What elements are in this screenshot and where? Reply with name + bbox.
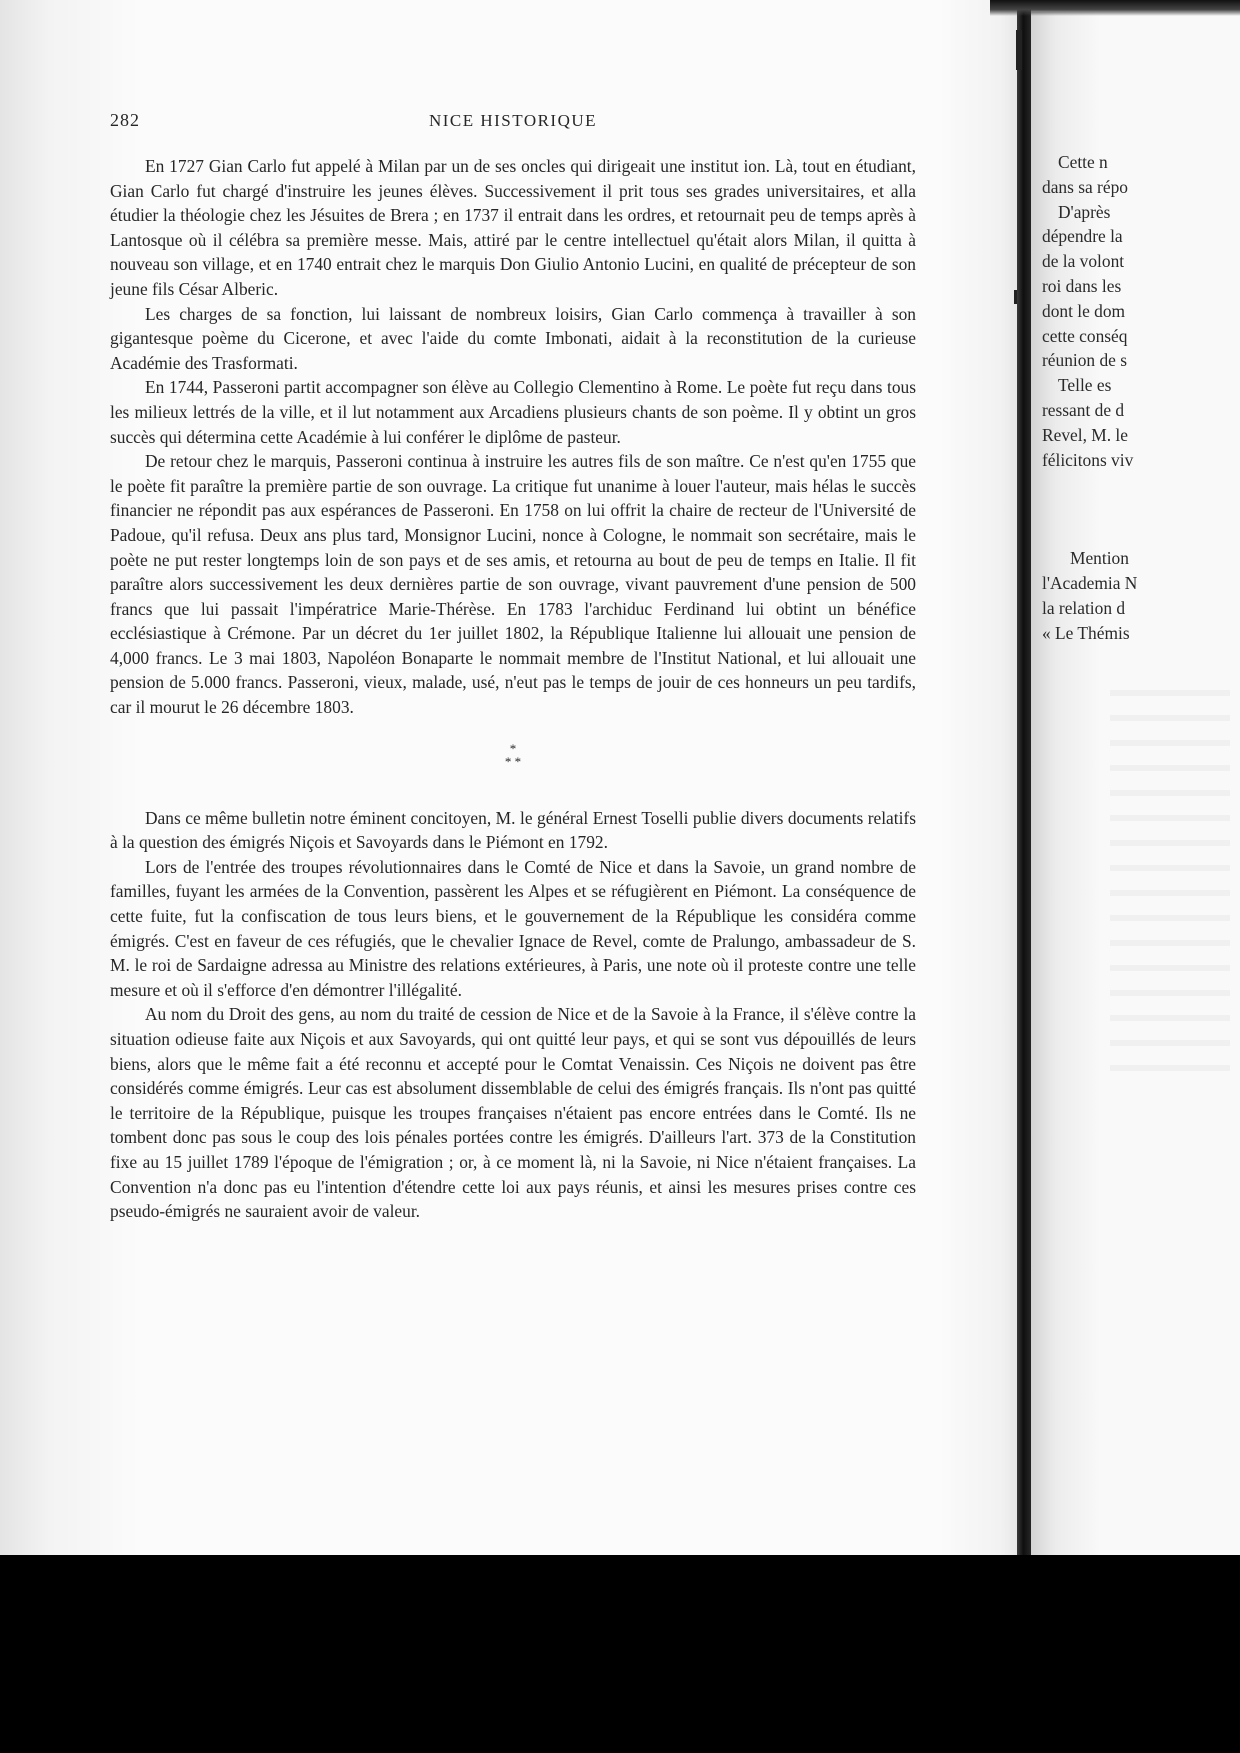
facing-line: la relation d xyxy=(1042,597,1126,618)
book-gutter xyxy=(1017,0,1031,1555)
asterism-top: * xyxy=(509,740,517,756)
running-head xyxy=(110,110,916,140)
facing-page-shadow xyxy=(990,0,1240,16)
facing-line: cette conséq xyxy=(1042,325,1128,346)
facing-line: Cette n xyxy=(1058,152,1108,172)
facing-line: « Le Thémis xyxy=(1042,622,1130,643)
section-separator-asterism xyxy=(110,742,916,768)
facing-page-text xyxy=(1042,150,1240,646)
paragraph: En 1744, Passeroni partit accompagner son élève au Collegio Clementino à Rome. Le poète fut reçu dans tous les milieux lettrés de la ville, et il lut notamment aux Arcadiens plusieurs chants de son poème. Il y obtint un gros succès qui détermina cette Académie à lui conférer le diplôme de pasteur. xyxy=(110,377,916,447)
facing-line: l'Academia N xyxy=(1042,573,1138,594)
paragraph: Lors de l'entrée des troupes révolutionnaires dans le Comté de Nice et dans la Savoie, un grand nombre de familles, fuyant les armées de la Convention, passèrent les Alpes et se réfugièrent en Piémont. La conséquence de cette fuite, fut la confiscation de tous leurs biens, et le gouvernement de la République les considéra comme émigrés. C'est en faveur de ces réfugiés, que le chevalier Ignace de Revel, comte de Pralungo, ambassadeur de S. M. le roi de Sardaigne adressa au Ministre des relations extérieures, à Paris, une note où il proteste contre une telle mesure et où il s'efforce d'en démontrer l'illégalité. xyxy=(110,856,916,1000)
asterism-bottom: * * xyxy=(504,753,522,769)
facing-line: de la volont xyxy=(1042,251,1125,272)
paragraph: Dans ce même bulletin notre éminent concitoyen, M. le général Ernest Toselli publie divers documents relatifs à la question des émigrés Niçois et Savoyards dans le Piémont en 1792. xyxy=(110,807,916,853)
facing-line: D'après xyxy=(1058,201,1111,222)
paragraph: Au nom du Droit des gens, au nom du traité de cession de Nice et de la Savoie à la France, il s'élève contre la situation odieuse faite aux Niçois et aux Savoyards, qui ont quitté leur pays, et qui se sont vus dépouillés de leurs biens, alors que le même fait a été reconnu et accepté pour le Comtat Venaissin. Ces Niçois ne doivent pas être considérés comme émigrés. Leur cas est absolument dissemblable de celui des émigrés français. Ils n'ont pas quitté le territoire de la République, puisque les troupes françaises n'étaient pas encore entrées dans le Comté. Ils ne tombent donc pas sous le coup des lois pénales portées contre les émigrés. D'ailleurs l'art. 373 de la Constitution fixe au 15 juillet 1789 l'époque de l'émigration ; or, à ce moment là, ni la Savoie, ni Nice n'étaient françaises. La Convention n'a donc pas eu l'intention d'étendre cette loi aux pays réunis, et ainsi les mesures prises contre ces pseudo-émigrés ne sauraient avoir de valeur. xyxy=(110,1004,916,1222)
facing-line: réunion de s xyxy=(1042,350,1128,371)
gutter-mark xyxy=(1016,30,1022,70)
facing-line: dépendre la xyxy=(1042,226,1123,247)
facing-line: ressant de d xyxy=(1042,399,1125,420)
paragraph: De retour chez le marquis, Passeroni continua à instruire les autres fils de son maître. Ce n'est qu'en 1755 que le poète fit paraître la première partie de son ouvrage. La critique fut unanime à louer l'auteur, mais hélas le succès financier ne répondit pas aux espérances de Passeroni. En 1758 on lui offrit la chaire de recteur de l'Université de Padoue, qu'il refusa. Deux ans plus tard, Monsignor Lucini, nonce à Cologne, le nommait son secrétaire, mais le poète ne put rester longtemps loin de son pays et de ses amis, et retourna au bout de peu de temps en Italie. Il fit paraître alors successivement les deux dernières partie de son ouvrage, vivant pauvrement d'une pension de 500 francs que lui passait l'impératrice Marie-Thérèse. En 1783 l'archiduc Ferdinand lui obtint un bénéfice ecclésiastique à Crémone. Par un décret du 1er juillet 1802, la République Italienne lui allouait une pension de 4,000 francs. Le 3 mai 1803, Napoléon Bonaparte le nommait membre de l'Institut National, et lui allouait une pension de 5.000 francs. Passeroni, vieux, malade, usé, n'eut pas le temps de jouir de ces honneurs un peu tardifs, car il mourut le 26 décembre 1803. xyxy=(110,451,916,718)
facing-line: dont le dom xyxy=(1042,300,1126,321)
facing-line: dans sa répo xyxy=(1042,176,1128,197)
page-number: 282 xyxy=(110,110,140,130)
facing-line: Telle es xyxy=(1058,375,1112,396)
facing-line: félicitons viv xyxy=(1042,449,1134,470)
facing-line: Revel, M. le xyxy=(1042,424,1128,445)
facing-line: Mention xyxy=(1070,548,1129,569)
facing-line: roi dans les xyxy=(1042,275,1122,296)
paragraph: En 1727 Gian Carlo fut appelé à Milan par un de ses oncles qui dirigeait une institut ion. Là, tout en étudiant, Gian Carlo fut chargé d'instruire les jeunes élèves. Successivement il prit tous ses grades universitaires, et alla étudier la théologie chez les Jésuites de Brera ; en 1737 il entrait dans les ordres, et retournait peu de temps après à Lantosque où il célébra sa première messe. Mais, attiré par le centre intellectuel qu'était alors Milan, il quitta à nouveau son village, et en 1740 entrait chez le marquis Don Giulio Antonio Lucini, en qualité de précepteur de son jeune fils César Alberic. xyxy=(110,156,916,299)
gutter-mark xyxy=(1014,290,1017,304)
facing-page-bleedthrough xyxy=(1110,690,1230,1090)
article-body xyxy=(110,154,916,1224)
page-header-title: NICE HISTORIQUE xyxy=(428,111,598,130)
paragraph: Les charges de sa fonction, lui laissant de nombreux loisirs, Gian Carlo commença à travailler à son gigantesque poème du Cicerone, et avec l'aide du comte Imbonati, aidait à la reconstitution de la curieuse Académie des Trasformati. xyxy=(110,303,916,373)
